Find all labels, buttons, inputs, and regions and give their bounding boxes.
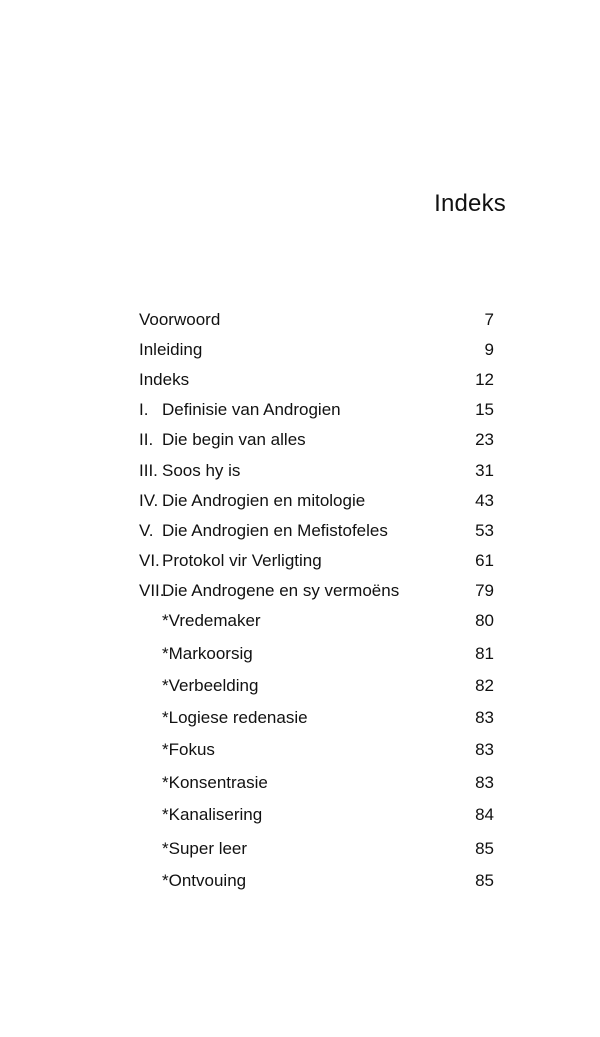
toc-entry-title: Protokol vir Verligting xyxy=(162,551,322,570)
toc-entry xyxy=(139,428,494,452)
toc-page-number: 79 xyxy=(475,581,494,600)
toc-page-number: 9 xyxy=(484,340,494,359)
toc-entry-title: Indeks xyxy=(139,370,190,389)
toc-entry xyxy=(139,398,494,422)
toc-page-number: 7 xyxy=(484,310,494,329)
toc-entry xyxy=(139,519,494,543)
toc-entry-title: Soos hy is xyxy=(162,461,241,480)
toc-entry xyxy=(139,803,494,827)
toc-entry-title: Die Androgien en mitologie xyxy=(162,491,366,510)
toc-page-number: 85 xyxy=(475,871,494,890)
toc-page-number: 23 xyxy=(475,430,494,449)
toc-entry-title: Die begin van alles xyxy=(162,430,306,449)
toc-page-number: 12 xyxy=(475,370,494,389)
toc-page-number: 83 xyxy=(475,708,494,727)
toc-entry-title: *Logiese redenasie xyxy=(162,708,308,727)
toc-page-number: 83 xyxy=(475,740,494,759)
toc-entry-title: *Markoorsig xyxy=(162,644,253,663)
toc-chapter-number: IV. xyxy=(139,491,159,510)
toc-entry xyxy=(139,706,494,730)
toc-page-number: 80 xyxy=(475,611,494,630)
toc-chapter-number: VII. xyxy=(139,581,165,600)
toc-page-number: 83 xyxy=(475,773,494,792)
toc-chapter-number: II. xyxy=(139,430,154,449)
toc-entry xyxy=(139,642,494,666)
toc-page-number: 82 xyxy=(475,676,494,695)
toc-entry-title: *Konsentrasie xyxy=(162,773,268,792)
toc-page-number: 15 xyxy=(475,400,494,419)
toc-page-number: 43 xyxy=(475,491,494,510)
toc-chapter-number: III. xyxy=(139,461,158,480)
toc-entry-title: *Ontvouing xyxy=(162,871,247,890)
toc-entry xyxy=(139,489,494,513)
toc-entry-title: *Verbeelding xyxy=(162,676,259,695)
toc-entry xyxy=(139,338,494,362)
toc-chapter-number: I. xyxy=(139,400,149,419)
toc-page-number: 61 xyxy=(475,551,494,570)
toc-entry-title: Voorwoord xyxy=(139,310,221,329)
toc-entry-title: *Kanalisering xyxy=(162,805,263,824)
toc-entry xyxy=(139,771,494,795)
toc-entry xyxy=(139,549,494,573)
toc-page-number: 31 xyxy=(475,461,494,480)
toc-chapter-number: VI. xyxy=(139,551,160,570)
page-title: Indeks xyxy=(434,190,506,217)
toc-chapter-number: V. xyxy=(139,521,154,540)
toc-entry-title: *Vredemaker xyxy=(162,611,261,630)
toc-page-number: 85 xyxy=(475,839,494,858)
toc-entry xyxy=(139,579,494,603)
toc-entry-title: *Super leer xyxy=(162,839,248,858)
toc-entry-title: Inleiding xyxy=(139,340,203,359)
toc-entry xyxy=(139,837,494,861)
toc-entry xyxy=(139,459,494,483)
toc-entry xyxy=(139,308,494,332)
toc-entry xyxy=(139,609,494,633)
toc-entry xyxy=(139,869,494,893)
toc-entry-title: Definisie van Androgien xyxy=(162,400,341,419)
toc-entry xyxy=(139,674,494,698)
toc-page-number: 84 xyxy=(475,805,494,824)
toc-entry-title: Die Androgene en sy vermoëns xyxy=(162,581,400,600)
toc-entry xyxy=(139,368,494,392)
toc-page-number: 53 xyxy=(475,521,494,540)
toc-entry-title: *Fokus xyxy=(162,740,215,759)
toc-entry xyxy=(139,738,494,762)
toc-entry-title: Die Androgien en Mefistofeles xyxy=(162,521,388,540)
toc-page-number: 81 xyxy=(475,644,494,663)
